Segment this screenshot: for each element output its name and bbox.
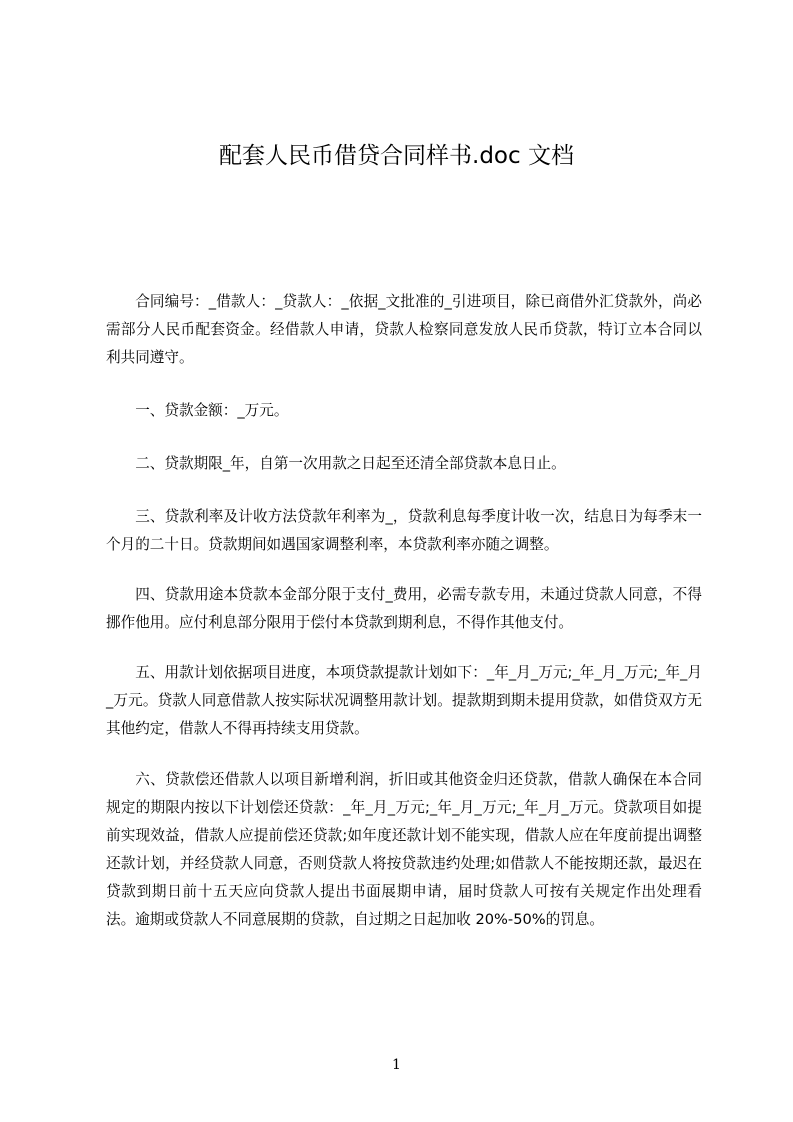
intro-paragraph: 合同编号：_借款人：_贷款人：_依据_文批准的_引进项目，除已商借外汇贷款外，尚必需部分人民币配套资金。经借款人申请，贷款人检察同意发放人民币贷款，特订立本合同以利共同遵守。 (106, 293, 702, 366)
page-number: 1 (392, 1057, 401, 1073)
clause-loan-amount: 一、贷款金额：_万元。 (135, 402, 289, 419)
clause-drawdown-plan: 五、用款计划依据项目进度，本项贷款提款计划如下：_年_月_万元;_年_月_万元;_年_月_万元。贷款人同意借款人按实际状况调整用款计划。提款期到期未提用贷款，如借贷双方无其他约定，借款人不得再持续支用贷款。 (106, 664, 702, 737)
clause-repayment: 六、贷款偿还借款人以项目新增利润，折旧或其他资金归还贷款，借款人确保在本合同规定的期限内按以下计划偿还贷款：_年_月_万元;_年_月_万元;_年_月_万元。贷款项目如提前实现效益，借款人应提前偿还贷款;如年度还款计划不能实现，借款人应在年度前提出调整还款计划，并经贷款人同意，否则贷款人将按贷款违约处理;如借款人不能按期还款，最迟在贷款到期日前十五天应向贷款人提出书面展期申请，届时贷款人可按有关规定作出处理看法。逾期或贷款人不同意展期的贷款，自过期之日起加收 20%-50%的罚息。 (106, 771, 702, 928)
clause-interest-rate: 三、贷款利率及计收方法贷款年利率为_，贷款利息每季度计收一次，结息日为每季末一个月的二十日。贷款期间如遇国家调整利率，本贷款利率亦随之调整。 (106, 508, 702, 553)
clause-loan-purpose: 四、贷款用途本贷款本金部分限于支付_费用，必需专款专用，未通过贷款人同意，不得挪作他用。应付利息部分限用于偿付本贷款到期利息，不得作其他支付。 (106, 586, 702, 631)
document-title: 配套人民币借贷合同样书.doc 文档 (219, 143, 574, 169)
clause-loan-term: 二、贷款期限_年，自第一次用款之日起至还清全部贷款本息日止。 (135, 455, 566, 472)
